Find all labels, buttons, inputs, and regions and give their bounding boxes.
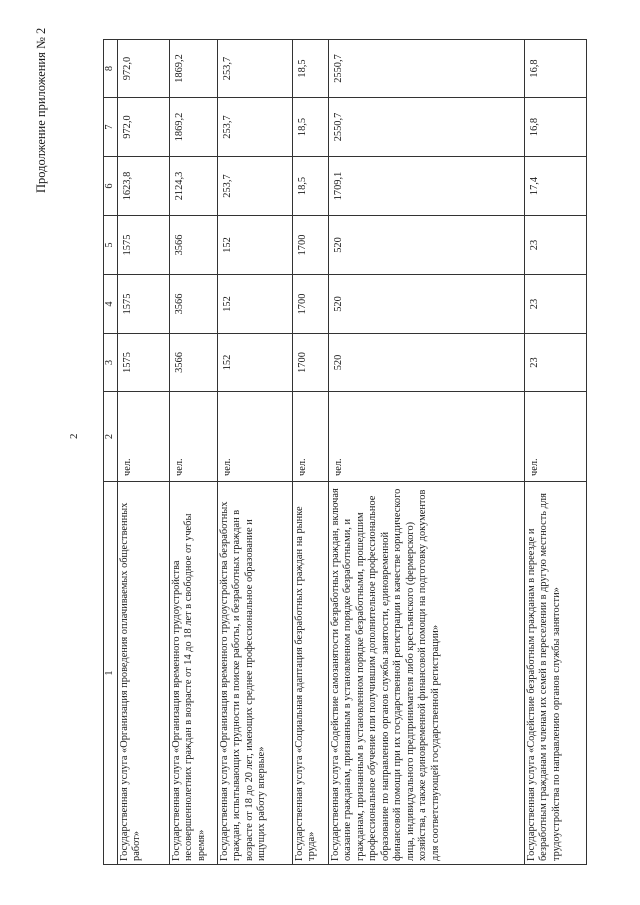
value-cell-5: 152 bbox=[217, 216, 292, 275]
value-cell-6: 2124,3 bbox=[169, 157, 217, 216]
value-cell-5: 1700 bbox=[292, 216, 328, 275]
table-row bbox=[117, 40, 169, 865]
value-cell-7: 2550,7 bbox=[328, 98, 524, 157]
value-cell-4: 3566 bbox=[169, 275, 217, 334]
value-cell-7: 1869,2 bbox=[169, 98, 217, 157]
value-cell-5: 520 bbox=[328, 216, 524, 275]
service-name-cell: Государственная услуга «Содействие самозанятости безработных граждан, включая оказание гражданам, признанным в установленном порядке безработными, и гражданам, признанным в установленном порядке безработными, прошедшим профессиональное обучение или получившим дополнительное профессиональное образование по направлению органов службы занятости, единовременной финансовой помощи при их государственной регистрации в качестве юридического лица, индивидуального предпринимателя либо крестьянского (фермерского) хозяйства, а также единовременной финансовой помощи на подготовку документов для соответствующей государственной регистрации» bbox=[328, 482, 524, 865]
unit-cell: чел. bbox=[217, 392, 292, 482]
value-cell-6: 18,5 bbox=[292, 157, 328, 216]
unit-cell: чел. bbox=[328, 392, 524, 482]
service-name-cell: Государственная услуга «Содействие безработным гражданам в переезде и безработным гражданам и членам их семей в переселении в другую местность для трудоустройства по направлению органов службы занятости» bbox=[524, 482, 586, 865]
unit-cell: чел. bbox=[117, 392, 169, 482]
value-cell-8: 1869,2 bbox=[169, 40, 217, 98]
value-cell-8: 253,7 bbox=[217, 40, 292, 98]
value-cell-7: 972,0 bbox=[117, 98, 169, 157]
value-cell-4: 520 bbox=[328, 275, 524, 334]
unit-cell: чел. bbox=[292, 392, 328, 482]
value-cell-5: 3566 bbox=[169, 216, 217, 275]
value-cell-6: 1623,8 bbox=[117, 157, 169, 216]
value-cell-3: 1700 bbox=[292, 334, 328, 392]
value-cell-3: 520 bbox=[328, 334, 524, 392]
table-row bbox=[292, 40, 328, 865]
budget-table bbox=[103, 39, 587, 865]
continuation-label: Продолжение приложения № 2 bbox=[34, 27, 48, 193]
header-cell-4: 4 bbox=[104, 275, 118, 334]
value-cell-3: 3566 bbox=[169, 334, 217, 392]
value-cell-8: 18,5 bbox=[292, 40, 328, 98]
header-cell-5: 5 bbox=[104, 216, 118, 275]
value-cell-6: 253,7 bbox=[217, 157, 292, 216]
unit-cell: чел. bbox=[169, 392, 217, 482]
value-cell-3: 1575 bbox=[117, 334, 169, 392]
value-cell-3: 23 bbox=[524, 334, 586, 392]
header-cell-6: 6 bbox=[104, 157, 118, 216]
value-cell-8: 972,0 bbox=[117, 40, 169, 98]
value-cell-7: 253,7 bbox=[217, 98, 292, 157]
table-row bbox=[217, 40, 292, 865]
unit-cell: чел. bbox=[524, 392, 586, 482]
value-cell-7: 18,5 bbox=[292, 98, 328, 157]
header-row bbox=[104, 40, 118, 865]
header-cell-1: 1 bbox=[104, 482, 118, 865]
value-cell-6: 1709,1 bbox=[328, 157, 524, 216]
service-name-cell: Государственная услуга «Организация временного трудоустройства несовершеннолетних граждан в возрасте от 14 до 18 лет в свободное от учебы время» bbox=[169, 482, 217, 865]
value-cell-4: 1575 bbox=[117, 275, 169, 334]
value-cell-5: 23 bbox=[524, 216, 586, 275]
value-cell-6: 17,4 bbox=[524, 157, 586, 216]
value-cell-7: 16,8 bbox=[524, 98, 586, 157]
value-cell-4: 23 bbox=[524, 275, 586, 334]
header-cell-3: 3 bbox=[104, 334, 118, 392]
value-cell-4: 152 bbox=[217, 275, 292, 334]
value-cell-8: 2550,7 bbox=[328, 40, 524, 98]
page-number: 2 bbox=[68, 433, 80, 439]
table-row bbox=[328, 40, 524, 865]
header-cell-7: 7 bbox=[104, 98, 118, 157]
table-row bbox=[169, 40, 217, 865]
service-name-cell: Государственная услуга «Организация проведения оплачиваемых общественных работ» bbox=[117, 482, 169, 865]
value-cell-3: 152 bbox=[217, 334, 292, 392]
value-cell-4: 1700 bbox=[292, 275, 328, 334]
value-cell-8: 16,8 bbox=[524, 40, 586, 98]
header-cell-8: 8 bbox=[104, 40, 118, 98]
value-cell-5: 1575 bbox=[117, 216, 169, 275]
service-name-cell: Государственная услуга «Социальная адаптация безработных граждан на рынке труда» bbox=[292, 482, 328, 865]
service-name-cell: Государственная услуга «Организация временного трудоустройства безработных граждан, испытывающих трудности в поиске работы, и безработных граждан в возрасте от 18 до 20 лет, имеющих среднее профессиональное образование и ищущих работу впервые» bbox=[217, 482, 292, 865]
header-cell-2: 2 bbox=[104, 392, 118, 482]
table-row bbox=[524, 40, 586, 865]
